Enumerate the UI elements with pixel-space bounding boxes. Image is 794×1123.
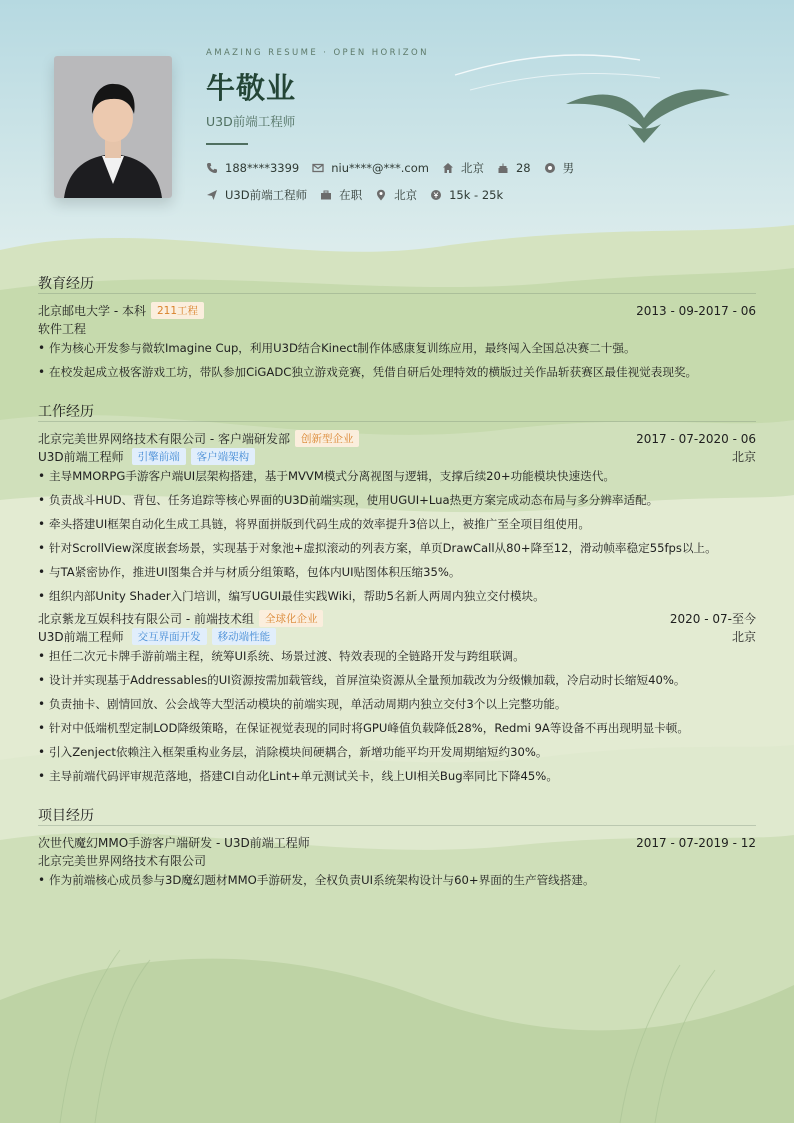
list-item: • 主导MMORPG手游客户端UI层架构搭建，基于MVVM模式分离视图与逻辑，支撑后续20+功能模块快速迭代。 [38,468,756,492]
mail-icon [312,162,324,174]
list-item: • 作为前端核心成员参与3D魔幻题材MMO手游研发，全权负责UI系统架构设计与60+界面的生产管线搭建。 [38,872,756,896]
cake-icon [497,162,509,174]
education-major: 软件工程 [38,322,87,336]
job-date: 2020 - 07-至今 [669,612,756,626]
intent-role-text: U3D前端工程师 [225,188,308,202]
home-icon [442,162,454,174]
phone-text: 188****3399 [225,161,300,175]
project-name: 次世代魔幻MMO手游客户端研发 - U3D前端工程师 [38,836,310,850]
intent-role-info [206,187,307,203]
section-title-work: 工作经历 [38,404,94,420]
skill-tag: 移动端性能 [212,628,277,645]
school-badge: 211工程 [151,302,204,319]
section-title-projects: 项目经历 [38,808,94,824]
job-position: U3D前端工程师 [38,630,124,644]
list-item: • 担任二次元卡牌手游前端主程，统筹UI系统、场景过渡、特效表现的全链路开发与跨组联调。 [38,648,756,672]
section-divider [38,421,756,422]
salary-info [430,188,503,202]
phone-icon [206,162,218,174]
job-city: 北京 [731,450,756,464]
hometown-text: 北京 [460,161,484,175]
list-item: • 与TA紧密协作，推进UI图集合并与材质分组策略，包体内UI贴图体积压缩35%。 [38,564,756,588]
job-city: 北京 [731,630,756,644]
job-entry-header [38,430,756,447]
education-date: 2013 - 09-2017 - 06 [636,303,756,318]
section-divider [38,825,756,826]
status-text: 在职 [339,188,363,202]
job-position-row [38,628,756,645]
list-item: • 针对中低端机型定制LOD降级策略，在保证视觉表现的同时将GPU峰值负载降低28%，Redmi 9A等设备不再出现明显卡顿。 [38,720,756,744]
list-item: • 负责战斗HUD、背包、任务追踪等核心界面的U3D前端实现，使用UGUI+Lua热更方案完成动态布局与多分辨率适配。 [38,492,756,516]
candidate-role: U3D前端工程师 [206,114,296,129]
company-name: 北京完美世界网络技术有限公司 - 客户端研发部 [38,432,290,446]
intent-city-info [375,187,417,203]
job-position: U3D前端工程师 [38,450,124,464]
project-company: 北京完美世界网络技术有限公司 [38,854,207,868]
list-item: • 在校发起成立极客游戏工坊，带队参加CiGADC独立游戏竞赛，凭借自研后处理特效的横版过关作品斩获赛区最佳视觉表现奖。 [38,364,756,388]
header-divider [206,143,248,145]
project-bullets [38,872,756,896]
list-item: • 设计并实现基于Addressables的UI资源按需加载管线，首屏渲染资源从全量预加载改为分级懒加载，冷启动时长缩短40%。 [38,672,756,696]
job-bullets [38,468,756,612]
section-divider [38,293,756,294]
email-text: niu****@***.com [331,161,429,175]
skill-tag: 客户端架构 [191,448,256,465]
education-entry-header [38,302,756,319]
salary-icon [430,189,442,201]
send-icon [206,189,218,201]
status-info [320,187,362,203]
intent-city-text: 北京 [394,188,418,202]
job-entry-header [38,610,756,627]
education-bullets [38,340,756,388]
project-company-row [38,852,756,869]
profile-photo [54,56,172,198]
education-major-row [38,320,756,337]
phone-info [206,161,299,175]
list-item: • 组织内部Unity Shader入门培训，编写UGUI最佳实践Wiki，帮助5名新人两周内独立交付模块。 [38,588,756,612]
briefcase-icon [320,189,332,201]
list-item: • 引入Zenject依赖注入框架重构业务层，消除模块间硬耦合，新增功能平均开发周期缩短约30%。 [38,744,756,768]
company-badge: 全球化企业 [259,610,324,627]
job-date: 2017 - 07-2020 - 06 [636,431,756,446]
gender-info [544,160,575,176]
email-info [312,161,429,175]
location-pin-icon [375,189,387,201]
project-date: 2017 - 07-2019 - 12 [636,835,756,850]
gender-icon [544,162,556,174]
job-bullets [38,648,756,792]
candidate-name: 牛敬业 [206,71,297,105]
school-name: 北京邮电大学 - 本科 [38,304,146,318]
list-item: • 负责抽卡、剧情回放、公会战等大型活动模块的前端实现，单活动周期内独立交付3个以上完整功能。 [38,696,756,720]
gender-text: 男 [562,161,575,175]
list-item: • 作为核心开发参与微软Imagine Cup，利用U3D结合Kinect制作体感康复训练应用，最终闯入全国总决赛二十强。 [38,340,756,364]
tagline: AMAZING RESUME · OPEN HORIZON [206,48,429,58]
age-info [497,161,531,175]
list-item: • 主导前端代码评审规范落地，搭建CI自动化Lint+单元测试关卡，线上UI相关Bug率同比下降45%。 [38,768,756,792]
section-title-education: 教育经历 [38,276,94,292]
company-badge: 创新型企业 [295,430,360,447]
skill-tag: 交互界面开发 [132,628,207,645]
company-name: 北京紫龙互娱科技有限公司 - 前端技术组 [38,612,254,626]
list-item: • 针对ScrollView深度嵌套场景，实现基于对象池+虚拟滚动的列表方案，单页DrawCall从80+降至12，滑动帧率稳定55fps以上。 [38,540,756,564]
list-item: • 牵头搭建UI框架自动化生成工具链，将界面拼版到代码生成的效率提升3倍以上，被推广至全项目组使用。 [38,516,756,540]
hometown-info [442,160,484,176]
job-intent-row [206,187,516,203]
skill-tag: 引擎前端 [132,448,186,465]
project-entry-header [38,834,756,851]
job-position-row [38,448,756,465]
age-text: 28 [515,161,531,175]
contact-row [206,160,587,176]
salary-text: 15k - 25k [449,188,504,202]
